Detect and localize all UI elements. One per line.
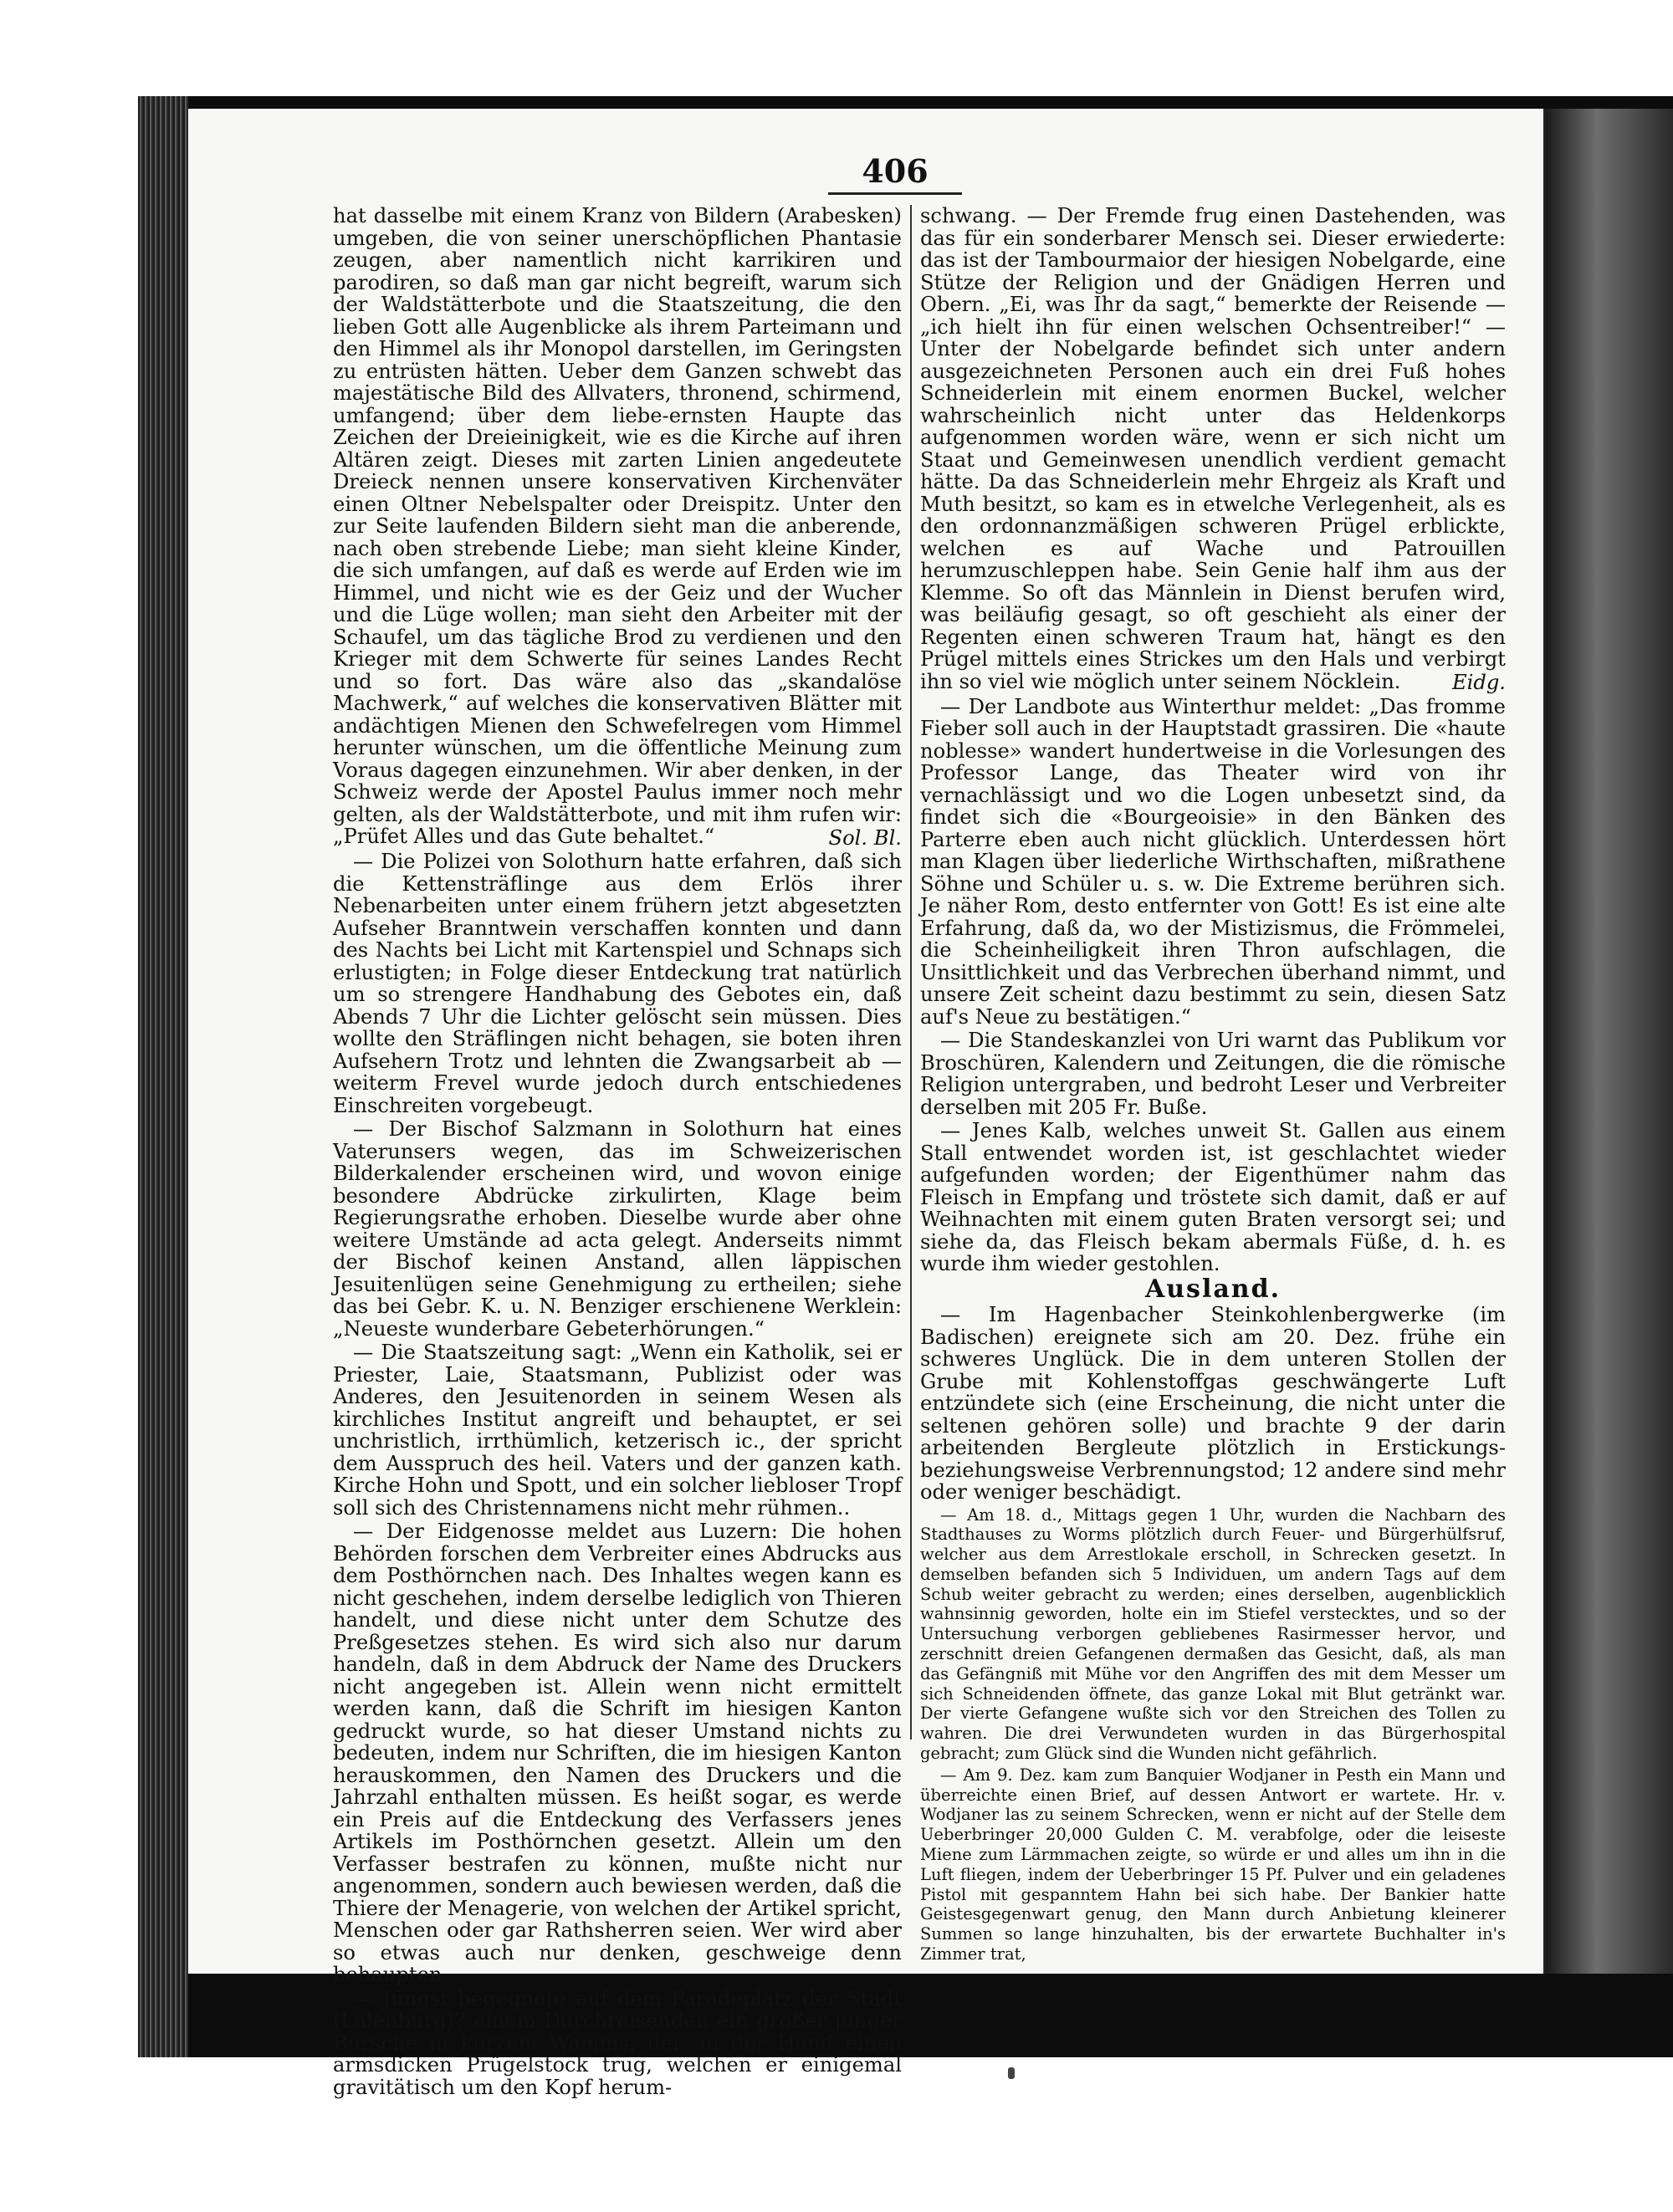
- book-page-edges: [138, 96, 188, 2057]
- article-paragraph: — Der Landbote aus Winterthur meldet: „Das fromme Fieber soll auch in der Hauptstadt grassiren. Die «haute noblesse» wandert hundertweise in die Vorlesungen des Professor Lange, das Theater wird von ihr vernachlässigt und wo die Logen unbesetzt sind, da findet sich die «Bourgeoisie» in den Bänken des Parterre eben auch nicht glücklich. Unterdessen hört man Klagen über liederliche Wirthschaften, mißrathene Söhne und Schüler u. s. w. Die Extreme berühren sich. Je näher Rom, desto entfernter von Gott! Es ist eine alte Erfahrung, daß da, wo der Mistizismus, die Frömmelei, die Scheinheiligkeit ihren Thron aufschlagen, die Unsittlichkeit und das Verbrechen überhand nimmt, und unsere Zeit scheint dazu bestimmt zu sein, diesen Satz auf's Neue zu bestätigen.“: [920, 694, 1506, 1029]
- article-paragraph: — Jenes Kalb, welches unweit St. Gallen aus einem Stall entwendet worden ist, ist geschlachtet wieder aufgefunden worden; der Eigenthümer nahm das Fleisch in Empfang und tröstete sich damit, daß er auf Weihnachten mit einem guten Braten versorgt sei; und siehe da, das Fleisch bekam abermals Füße, d. h. es wurde ihm wieder gestohlen.: [920, 1119, 1506, 1275]
- article-paragraph: — Die Polizei von Solothurn hatte erfahren, daß sich die Kettensträflinge aus dem Erlös ihrer Nebenarbeiten unter einem frühern jetzt abgesetzten Aufseher Branntwein verschaffen konnten und dann des Nachts bei Licht mit Kartenspiel und Schnaps sich erlustigten; in Folge dieser Entdeckung trat natürlich um so strengere Handhabung des Gebotes ein, daß Abends 7 Uhr die Lichter gelöscht sein müssen. Dies wollte den Sträflingen nicht behagen, sie boten ihren Aufsehern Trotz und lehnten die Zwangsarbeit ab — weiterm Frevel wurde jedoch durch entschiedenes Einschreiten vorgebeugt.: [333, 850, 902, 1117]
- article-paragraph: — Jüngst begegnete auf dem Paradeplatz der Stadt (Lalenburg)? einem Durchreisenden ein großer junger Bursche in kurzem Wamms, der an der Hand einen armsdicken Prügelstock trug, welchen er einigemal gravitätisch um den Kopf herum-: [333, 1986, 902, 2099]
- binding-shadow: [1546, 109, 1673, 1974]
- signature-sol-bl: Sol. Bl.: [828, 825, 902, 850]
- article-paragraph: — Der Eidgenosse meldet aus Luzern: Die hohen Behörden forschen dem Verbreiter eines Abdrucks aus dem Posthörnchen nach. Des Inhaltes wegen kann es nicht geschehen, indem derselbe lediglich von Thieren handelt, und diese nicht unter dem Schutze des Preßgesetzes stehen. Es wird sich also nur darum handeln, daß in dem Abdruck der Name des Druckers nicht angegeben ist. Allein wenn nicht ermittelt werden kann, daß die Schrift im hiesigen Kanton gedruckt wurde, so hat dieser Umstand nichts zu bedeuten, indem nur Schriften, die im hiesigen Kanton herauskommen, den Namen des Druckers und die Jahrzahl enthalten müssen. Es heißt sogar, es werde ein Preis auf die Entdeckung des Verfassers jenes Artikels im Posthörnchen gesetzt. Allein um den Verfasser bestrafen zu können, mußte nicht nur angenommen, sondern auch bewiesen werden, daß die Thiere der Menagerie, von welchen der Artikel spricht, Menschen oder gar Rathsherren seien. Wer wird aber so etwas auch nur denken, geschweige denn behaupten.: [333, 1520, 902, 1986]
- article-paragraph-small: — Am 18. d., Mittags gegen 1 Uhr, wurden die Nachbarn des Stadthauses zu Worms plötzlich durch Feuer- und Bürgerhülfsruf, welcher aus dem Arrestlokale erscholl, in Schrecken gesetzt. In demselben befanden sich 5 Individuen, um andern Tags auf dem Schub weiter gebracht zu werden; eines derselben, augenblicklich wahnsinnig geworden, holte ein im Stiefel verstecktes, und so der Untersuchung verborgen gebliebenes Rasirmesser hervor, und zerschnitt dreien Gefangenen dermaßen das Gesicht, daß, als man das Gefängniß mit Mühe vor den Angriffen des mit dem Messer um sich Schneidenden öffnete, das ganze Lokal mit Blut getränkt war. Der vierte Gefangene wußte sich vor den Streichen des Tollen zu wahren. Die drei Verwundeten wurden in das Bürgerhospital gebracht; zum Glück sind die Wunden nicht gefährlich.: [920, 1504, 1506, 1764]
- left-column: [333, 205, 902, 2100]
- article-paragraph: — Im Hagenbacher Steinkohlenbergwerke (im Badischen) ereignete sich am 20. Dez. frühe ein schweres Unglück. Die in dem unteren Stollen der Grube mit Kohlenstoffgas geschwängerte Luft entzündete sich (eine Erscheinung, die nicht unter die seltenen gehören solle) und brachte 9 der darin arbeitenden Bergleute plötzlich in Erstickungs- beziehungsweise Verbrennungstod; 12 andere sind mehr oder weniger beschädigt.: [920, 1303, 1506, 1504]
- article-paragraph: — Die Staatszeitung sagt: „Wenn ein Katholik, sei er Priester, Laie, Staatsmann, Publizist oder was Anderes, den Jesuitenorden in seinem Wesen als kirchliches Institut angreift und behauptet, er sei unchristlich, irrthümlich, ketzerisch ic., der spricht dem Ausspruch des heil. Vaters und der ganzen kath. Kirche Hohn und Spott, und ein solcher liebloser Tropf soll sich des Christennamens nicht mehr rühmen..: [333, 1341, 902, 1520]
- section-heading-ausland: Ausland.: [1144, 1274, 1282, 1304]
- scan-mark: [1008, 2067, 1015, 2079]
- page-number-rule: [828, 192, 962, 195]
- page-number: 406: [862, 152, 929, 190]
- article-paragraph: hat dasselbe mit einem Kranz von Bildern (Arabesken) umgeben, die von seiner unerschöpflichen Phantasie zeugen, aber namentlich nicht karrikiren und parodiren, so daß man gar nicht begreift, warum sich der Waldstätterbote und die Staatszeitung, die den lieben Gott alle Augenblicke als ihrem Parteimann und den Himmel als ihr Monopol darstellen, im Geringsten zu entrüsten hätten. Ueber dem Ganzen schwebt das majestätische Bild des Allvaters, thronend, schirmend, umfangend; über dem liebe-ernsten Haupte das Zeichen der Dreieinigkeit, wie es die Kirche auf ihren Altären zeigt. Dieses mit zarten Linien angedeutete Dreieck nennen unsere konservativen Kirchenväter einen Oltner Nebelspalter oder Dreispitz. Unter den zur Seite laufenden Bildern sieht man die anberende, nach oben strebende Liebe; man sieht kleine Kinder, die sich umfangen, auf daß es werde auf Erden wie im Himmel, und nicht wie es der Geiz und der Wucher und die Lüge wollen; man sieht den Arbeiter mit der Schaufel, um das tägliche Brod zu verdienen und den Krieger mit dem Schwerte für seines Landes Recht und so fort. Das wäre also das „skandalöse Machwerk,“ auf welches die konservativen Blätter mit andächtigen Mienen den Schwefelregen vom Himmel herunter wünschen, um die öffentliche Meinung zum Voraus dagegen einzunehmen. Wir aber denken, in der Schweiz werde der Apostel Paulus immer noch mehr gelten, als der Waldstätterbote, und mit ihm rufen wir: „Prüfet Alles und das Gute behaltet.“: [333, 204, 902, 848]
- article-paragraph-small: — Am 9. Dez. kam zum Banquier Wodjaner in Pesth ein Mann und überreichte einen Brief, auf dessen Antwort er wartete. Hr. v. Wodjaner las zu seinem Schrecken, wenn er nicht auf der Stelle dem Ueberbringer 20,000 Gulden C. M. verabfolge, oder die leiseste Miene zum Lärmmachen zeigte, so würde er und alles um ihn in die Luft fliegen, indem der Ueberbringer 15 Pf. Pulver und ein geladenes Pistol mit gespanntem Hahn bei sich habe. Der Bankier hatte Geistesgegenwart genug, den Mann durch Anbietung kleinerer Summen so lange hinzuhalten, bis der erwartete Buchhalter in's Zimmer trat,: [920, 1765, 1506, 1964]
- column-divider: [910, 205, 912, 1739]
- article-paragraph: — Die Standeskanzlei von Uri warnt das Publikum vor Broschüren, Kalendern und Zeitungen, die die römische Religion untergraben, und bedroht Leser und Verbreiter derselben mit 205 Fr. Buße.: [920, 1029, 1506, 1119]
- right-column: [920, 205, 1506, 1966]
- signature-eidg: Eidg.: [1451, 671, 1506, 694]
- article-paragraph: — Der Bischof Salzmann in Solothurn hat eines Vaterunsers wegen, das im Schweizerischen Bilderkalender erscheinen wird, und wovon einige besondere Abdrücke zirkulirten, Klage beim Regierungsrathe erhoben. Dieselbe wurde aber ohne weitere Umstände ad acta gelegt. Anderseits nimmt der Bischof keinen Anstand, allen läppischen Jesuitenlügen seine Genehmigung zu ertheilen; siehe das bei Gebr. K. u. N. Benziger erschienene Werklein: „Neueste wunderbare Gebeterhörungen.“: [333, 1117, 902, 1341]
- article-paragraph: schwang. — Der Fremde frug einen Dastehenden, was das für ein sonderbarer Mensch sei. Dieser erwiederte: das ist der Tambourmaior der hiesigen Nobelgarde, eine Stütze der Religion und der Gnädigen Herren und Obern. „Ei, was Ihr da sagt,“ bemerkte der Reisende — „ich hielt ihn für einen welschen Ochsentreiber!“ — Unter der Nobelgarde befindet sich unter andern ausgezeichneten Personen auch ein drei Fuß hohes Schneiderlein mit einem enormen Buckel, welcher wahrscheinlich nicht unter das Heldenkorps aufgenommen worden wäre, wenn er sich nicht um Staat und Gemeinwesen unendlich verdient gemacht hätte. Da das Schneiderlein mehr Ehrgeiz als Kraft und Muth besitzt, so kam es in etwelche Verlegenheit, als es den ordonnanzmäßigen schweren Prügel erblickte, welchen es auf Wache und Patrouillen herumzuschleppen habe. Sein Genie half ihm aus der Klemme. So oft das Männlein in Dienst berufen wird, was beiläufig gesagt, so oft geschieht als einer der Regenten einen schweren Traum hat, hängt es den Prügel mittels eines Strickes um den Hals und verbirgt ihn so viel wie möglich unter seinem Nöcklein.: [920, 204, 1506, 693]
